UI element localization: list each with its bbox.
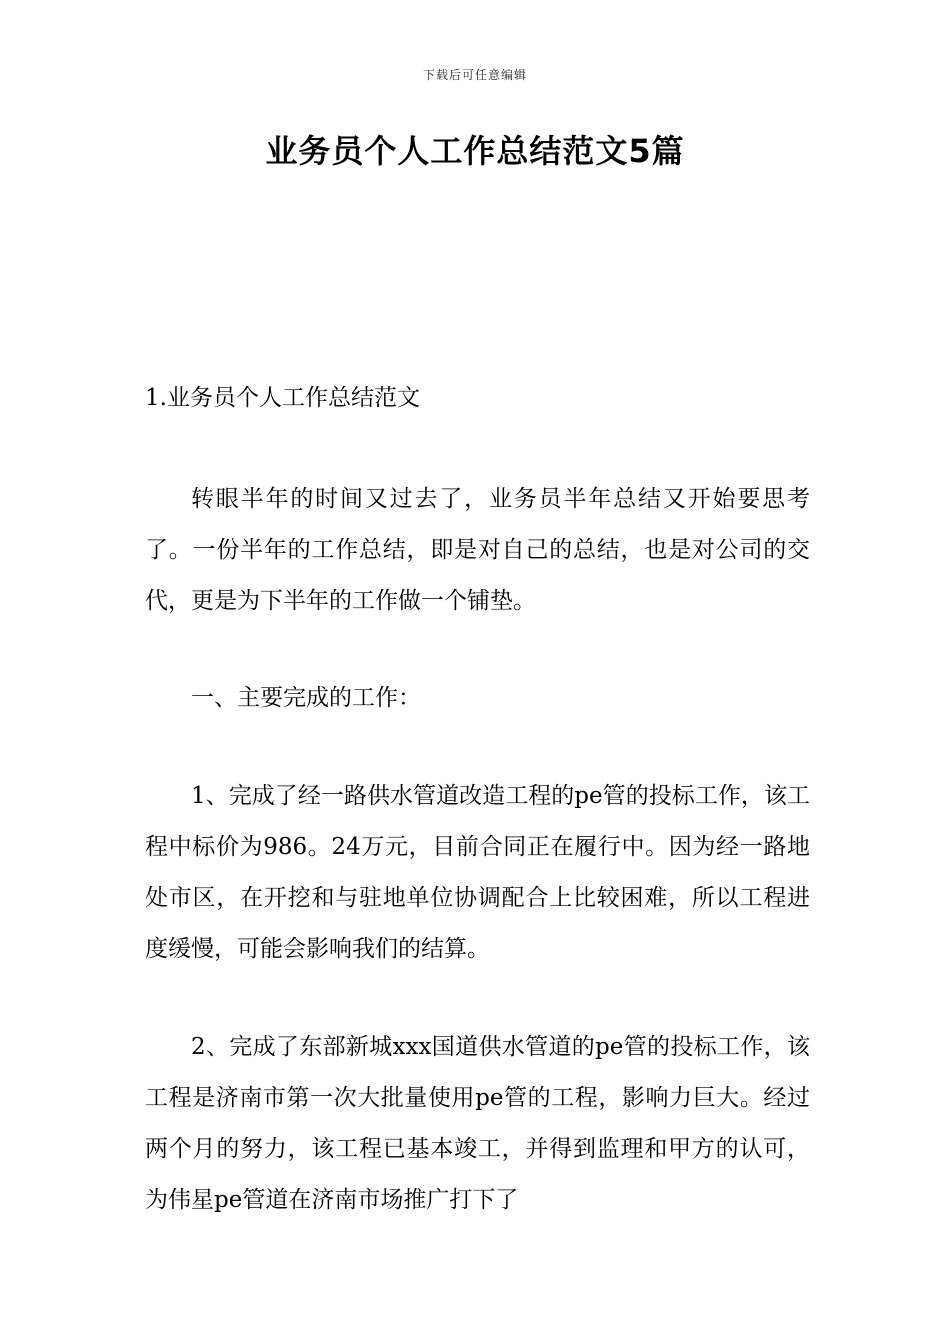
document-title: 业务员个人工作总结范文5篇 xyxy=(265,132,685,170)
paragraph-intro: 转眼半年的时间又过去了，业务员半年总结又开始要思考了。一份半年的工作总结，即是对自己的总结，也是对公司的交代，更是为下半年的工作做一个铺垫。 xyxy=(145,486,810,614)
paragraph-item-1: 1、完成了经一路供水管道改造工程的pe管的投标工作，该工程中标价为986。24万元，目前合同正在履行中。因为经一路地处市区，在开挖和与驻地单位协调配合上比较困难，所以工程进度缓慢，可能会影响我们的结算。 xyxy=(145,783,810,962)
header-note: 下载后可任意编辑 xyxy=(422,68,527,82)
paragraph-subheading: 一、主要完成的工作： xyxy=(191,685,421,711)
section-heading: 1.业务员个人工作总结范文 xyxy=(145,385,420,411)
paragraph-item-2: 2、完成了东部新城xxx国道供水管道的pe管的投标工作，该工程是济南市第一次大批量使用pe管的工程，影响力巨大。经过两个月的努力，该工程已基本竣工，并得到监理和甲方的认可，为伟星pe管道在济南市场推广打下了 xyxy=(145,1034,810,1213)
